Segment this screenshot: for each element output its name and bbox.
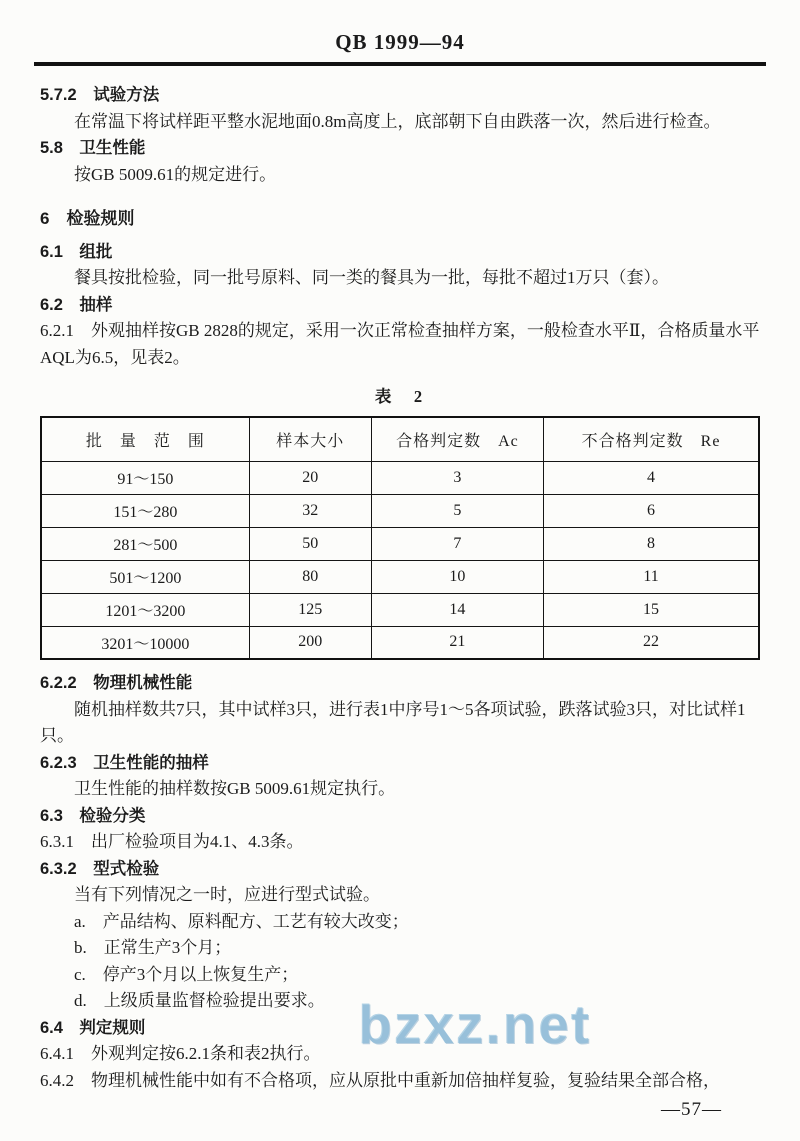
table-header-cell: 合格判定数 Ac [371,417,543,461]
text-line-heading: 6.3 检验分类 [40,806,146,825]
text-line-plain: 6.4.1 外观判定按6.2.1条和表2执行。 [40,1044,321,1063]
table-cell: 151～280 [41,494,249,527]
table-row [41,626,759,659]
table-cell: 11 [544,560,759,593]
text-line-list: a. 产品结构、原料配方、工艺有较大改变； [74,911,409,931]
text-line-indent: 随机抽样数共7只，其中试样3只，进行表1中序号1～5各项试验，跌落试验3只，对比试样1只。 [40,699,746,745]
text-line-list: b. 正常生产3个月； [74,938,232,957]
table-cell: 5 [371,494,543,527]
table-cell: 3201～10000 [41,626,249,659]
text-line-indent: 卫生性能的抽样数按GB 5009.61规定执行。 [74,779,396,798]
page-footer [661,1099,722,1121]
table-cell: 501～1200 [41,560,249,593]
table-cell: 6 [544,494,759,527]
doc-header [40,30,760,66]
table-cell: 281～500 [41,527,249,560]
text-line-heading: 6.2 抽样 [40,295,113,314]
table-cell: 32 [249,494,371,527]
text-line-heading: 6.2.2 物理机械性能 [40,674,193,692]
table-cell: 14 [371,593,543,626]
table-cell: 50 [249,527,371,560]
text-line-chapter: 6 检验规则 [40,209,135,228]
table-header-cell: 不合格判定数 Re [544,417,759,461]
table-cell: 3 [371,461,543,494]
text-line-heading: 6.1 组批 [40,242,113,261]
table-cell: 21 [371,626,543,659]
doc-body [40,82,760,1094]
table-cell: 80 [249,560,371,593]
watermark: bzxz.net [358,993,591,1055]
text-line-heading: 6.3.2 型式检验 [40,859,160,878]
table-cell: 7 [371,527,543,560]
sampling-table [40,416,760,660]
header-rule [34,62,766,66]
table-cell: 8 [544,527,759,560]
table-header-cell: 批 量 范 围 [41,417,249,461]
text-line-indent: 按GB 5009.61的规定进行。 [74,164,277,184]
text-line-plain: 6.4.2 物理机械性能中如有不合格项，应从原批中重新加倍抽样复验，复验结果全部合格， [40,1070,720,1090]
table-cell: 125 [249,593,371,626]
table-row [41,461,759,494]
body-after-table [40,670,760,1094]
table-cell: 20 [249,461,371,494]
text-line-heading: 6.2.3 卫生性能的抽样 [40,753,209,772]
text-line-list: c. 停产3个月以上恢复生产； [74,964,299,984]
text-line-plain: 6.3.1 出厂检验项目为4.1、4.3条。 [40,832,304,851]
table-row [41,494,759,527]
table-header-row [41,417,759,461]
table-header-cell: 样本大小 [249,417,371,461]
table-cell: 22 [544,626,759,659]
text-line-indent: 在常温下将试样距平整水泥地面0.8m高度上，底部朝下自由跌落一次，然后进行检查。 [74,111,721,131]
doc-number: QB 1999—94 [335,30,465,54]
table-body [41,461,759,659]
text-line-heading: 5.8 卫生性能 [40,139,146,157]
table-row [41,560,759,593]
table-cell: 1201～3200 [41,593,249,626]
table-cell: 4 [544,461,759,494]
body-before-table [40,82,760,371]
text-line-heading: 5.7.2 试验方法 [40,86,160,104]
table-cell: 10 [371,560,543,593]
text-line-indent: 餐具按批检验，同一批号原料、同一类的餐具为一批，每批不超过1万只（套）。 [74,268,669,287]
text-line-heading: 6.4 判定规则 [40,1018,146,1037]
table-caption: 表 2 [374,387,426,406]
table-row [41,527,759,560]
table-cell: 91～150 [41,461,249,494]
text-line-list: d. 上级质量监督检验提出要求。 [74,991,325,1010]
page-number: —57— [661,1099,722,1120]
text-line-indent: 当有下列情况之一时，应进行型式试验。 [74,885,380,904]
table-cell: 15 [544,593,759,626]
table-row [41,593,759,626]
table-cell: 200 [249,626,371,659]
text-line-plain: 6.2.1 外观抽样按GB 2828的规定，采用一次正常检查抽样方案，一般检查水平Ⅱ，合格质量水平AQL为6.5，见表2。 [40,321,760,367]
